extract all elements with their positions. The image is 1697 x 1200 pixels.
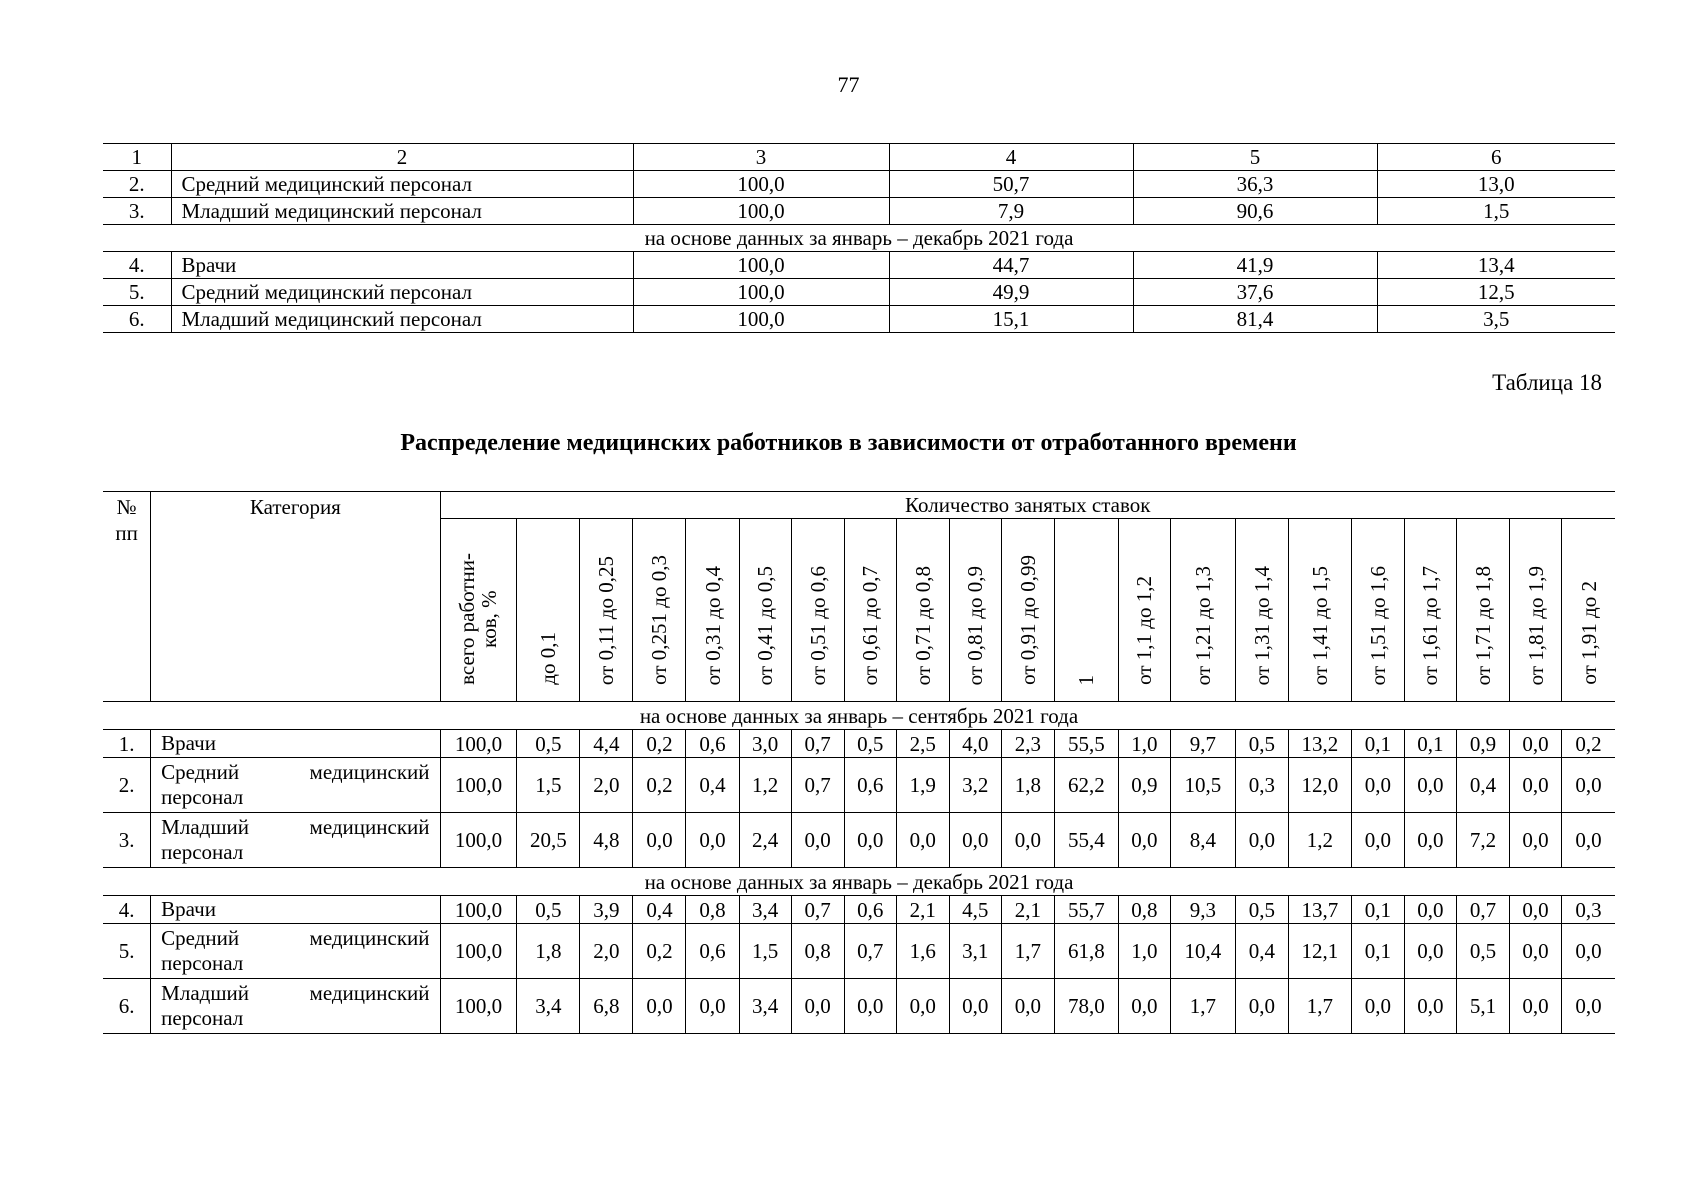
value-cell: 36,3 [1133,171,1377,198]
subheader-cell [1118,519,1170,702]
subheader-label: 1 [1074,674,1099,685]
value-cell: 100,0 [633,171,889,198]
category-cell: Младший медицинский персонал [171,198,633,225]
page-number: 77 [837,72,860,97]
value-cell: 3,1 [949,924,1001,979]
column-number-cell: 5 [1133,144,1377,171]
subheader-cell [1288,519,1351,702]
subheader-label: от 1,61 до 1,7 [1418,565,1443,685]
value-cell: 1,8 [517,924,580,979]
value-cell: 37,6 [1133,279,1377,306]
value-cell: 50,7 [889,171,1133,198]
subheader-cell [844,519,896,702]
section-title: на основе данных за январь – декабрь 2021 года [103,868,1615,896]
distribution-table [103,491,1615,1034]
value-cell: 0,0 [1351,979,1404,1034]
category-cell: Младший медицинский персонал [151,979,440,1034]
value-cell: 100,0 [440,758,517,813]
table-row [103,924,1615,979]
value-cell: 12,0 [1288,758,1351,813]
value-cell: 0,0 [1404,924,1456,979]
value-cell: 0,4 [633,896,686,924]
value-cell: 0,0 [1235,979,1288,1034]
value-cell: 20,5 [517,813,580,868]
value-cell: 55,7 [1054,896,1118,924]
value-cell: 0,6 [844,758,896,813]
value-cell: 10,5 [1170,758,1235,813]
value-cell: 1,5 [517,758,580,813]
value-cell: 3,5 [1377,306,1615,333]
value-cell: 90,6 [1133,198,1377,225]
value-cell: 2,1 [896,896,949,924]
value-cell: 0,0 [1562,924,1615,979]
value-cell: 61,8 [1054,924,1118,979]
value-cell: 0,1 [1351,896,1404,924]
row-number-cell: 2. [103,171,171,198]
column-number-cell: 4 [889,144,1133,171]
value-cell: 0,0 [1118,813,1170,868]
value-cell: 100,0 [440,896,517,924]
section-title: на основе данных за январь – декабрь 2021 года [103,225,1615,252]
row-number-cell: 1. [103,730,151,758]
value-cell: 0,6 [686,924,739,979]
row-number-cell: 3. [103,198,171,225]
subheader-cell [791,519,844,702]
value-cell: 1,7 [1001,924,1054,979]
value-cell: 0,0 [1404,979,1456,1034]
table-row [103,171,1615,198]
value-cell: 41,9 [1133,252,1377,279]
subheader-cell [739,519,791,702]
continuation-table [103,143,1615,333]
table-row [103,198,1615,225]
table-label: Таблица 18 [1492,370,1602,395]
subheader-cell [1235,519,1288,702]
value-cell: 1,7 [1170,979,1235,1034]
value-cell: 0,5 [517,730,580,758]
value-cell: 0,0 [1404,813,1456,868]
subheader-label: от 0,71 до 0,8 [910,565,935,685]
value-cell: 2,0 [580,924,633,979]
value-cell: 100,0 [633,252,889,279]
value-cell: 0,9 [1456,730,1509,758]
subheader-label: от 0,51 до 0,6 [805,565,830,685]
value-cell: 2,0 [580,758,633,813]
value-cell: 8,4 [1170,813,1235,868]
subheader-cell [633,519,686,702]
column-header-number: № пп [103,492,151,702]
value-cell: 0,0 [1351,813,1404,868]
subheader-label: всего работни- ков, % [455,553,502,685]
value-cell: 55,5 [1054,730,1118,758]
value-cell: 0,0 [844,979,896,1034]
value-cell: 0,0 [1510,813,1562,868]
subheader-label: от 1,51 до 1,6 [1365,565,1390,685]
category-cell: Младший медицинский персонал [171,306,633,333]
value-cell: 12,5 [1377,279,1615,306]
value-cell: 49,9 [889,279,1133,306]
value-cell: 1,2 [739,758,791,813]
value-cell: 3,9 [580,896,633,924]
value-cell: 100,0 [440,813,517,868]
subheader-label: от 0,61 до 0,7 [858,565,883,685]
value-cell: 3,4 [517,979,580,1034]
subheader-label: от 0,251 до 0,3 [647,555,672,685]
table-title: Распределение медицинских работников в зависимости от отработанного времени [400,430,1297,456]
value-cell: 0,5 [1235,730,1288,758]
value-cell: 9,3 [1170,896,1235,924]
value-cell: 100,0 [440,979,517,1034]
value-cell: 1,5 [1377,198,1615,225]
value-cell: 2,5 [896,730,949,758]
value-cell: 1,5 [739,924,791,979]
subheader-label: от 1,21 до 1,3 [1190,565,1215,685]
value-cell: 0,0 [1001,813,1054,868]
column-number-cell: 2 [171,144,633,171]
value-cell: 100,0 [440,730,517,758]
value-cell: 0,2 [1562,730,1615,758]
value-cell: 13,2 [1288,730,1351,758]
value-cell: 1,7 [1288,979,1351,1034]
category-cell: Средний медицинский персонал [151,758,440,813]
value-cell: 0,0 [1404,896,1456,924]
value-cell: 0,0 [1235,813,1288,868]
value-cell: 13,0 [1377,171,1615,198]
table-row [103,758,1615,813]
value-cell: 62,2 [1054,758,1118,813]
row-number-cell: 6. [103,306,171,333]
value-cell: 15,1 [889,306,1133,333]
group-header: Количество занятых ставок [440,492,1615,519]
column-number-cell: 3 [633,144,889,171]
table-row [103,813,1615,868]
value-cell: 0,0 [1404,758,1456,813]
row-number-cell: 3. [103,813,151,868]
row-number-cell: 6. [103,979,151,1034]
table-row [103,306,1615,333]
subheader-label: от 0,41 до 0,5 [753,565,778,685]
value-cell: 5,1 [1456,979,1509,1034]
value-cell: 1,0 [1118,924,1170,979]
value-cell: 81,4 [1133,306,1377,333]
value-cell: 0,7 [1456,896,1509,924]
value-cell: 0,0 [1118,979,1170,1034]
row-number-cell: 4. [103,252,171,279]
value-cell: 0,1 [1404,730,1456,758]
section-row [103,225,1615,252]
value-cell: 0,5 [844,730,896,758]
value-cell: 0,0 [896,813,949,868]
subheader-cell [949,519,1001,702]
subheader-cell [1001,519,1054,702]
subheader-label: от 0,11 до 0,25 [594,555,619,685]
value-cell: 7,2 [1456,813,1509,868]
subheader-label: от 0,81 до 0,9 [963,565,988,685]
table-row [103,730,1615,758]
value-cell: 0,3 [1562,896,1615,924]
category-cell: Врачи [151,896,440,924]
section-row [103,868,1615,896]
row-number-cell: 4. [103,896,151,924]
subheader-label: от 1,1 до 1,2 [1132,576,1157,685]
value-cell: 0,5 [517,896,580,924]
value-cell: 0,0 [791,813,844,868]
value-cell: 0,2 [633,730,686,758]
value-cell: 0,3 [1235,758,1288,813]
section-row [103,702,1615,730]
category-cell: Младший медицинский персонал [151,813,440,868]
value-cell: 1,9 [896,758,949,813]
value-cell: 0,0 [896,979,949,1034]
value-cell: 0,0 [1562,979,1615,1034]
value-cell: 0,9 [1118,758,1170,813]
value-cell: 0,0 [1510,896,1562,924]
table-row [103,979,1615,1034]
value-cell: 0,5 [1456,924,1509,979]
value-cell: 0,6 [844,896,896,924]
value-cell: 12,1 [1288,924,1351,979]
value-cell: 0,8 [686,896,739,924]
row-number-cell: 5. [103,279,171,306]
value-cell: 0,7 [844,924,896,979]
subheader-label: до 0,1 [536,632,561,685]
table-row [103,252,1615,279]
subheader-label: от 1,31 до 1,4 [1249,565,1274,685]
subheader-cell [686,519,739,702]
subheader-cell [1404,519,1456,702]
row-number-cell: 5. [103,924,151,979]
subheader-cell [580,519,633,702]
value-cell: 0,2 [633,758,686,813]
value-cell: 0,0 [949,813,1001,868]
subheader-label: от 0,91 до 0,99 [1015,555,1040,685]
value-cell: 2,4 [739,813,791,868]
value-cell: 0,4 [686,758,739,813]
value-cell: 0,8 [1118,896,1170,924]
value-cell: 0,4 [1235,924,1288,979]
subheader-cell [1456,519,1509,702]
subheader-label: от 1,41 до 1,5 [1307,565,1332,685]
value-cell: 0,0 [1510,758,1562,813]
value-cell: 1,2 [1288,813,1351,868]
value-cell: 9,7 [1170,730,1235,758]
value-cell: 0,6 [686,730,739,758]
subheader-label: от 1,81 до 1,9 [1523,565,1548,685]
column-number-cell: 6 [1377,144,1615,171]
value-cell: 13,4 [1377,252,1615,279]
value-cell: 3,0 [739,730,791,758]
value-cell: 1,0 [1118,730,1170,758]
subheader-cell [1510,519,1562,702]
value-cell: 100,0 [440,924,517,979]
value-cell: 0,0 [633,813,686,868]
value-cell: 0,0 [686,979,739,1034]
value-cell: 0,4 [1456,758,1509,813]
category-cell: Средний медицинский персонал [151,924,440,979]
value-cell: 7,9 [889,198,1133,225]
subheader-cell [1054,519,1118,702]
subheader-cell [1351,519,1404,702]
value-cell: 0,0 [1562,813,1615,868]
category-cell: Врачи [171,252,633,279]
value-cell: 0,7 [791,758,844,813]
value-cell: 4,4 [580,730,633,758]
value-cell: 1,8 [1001,758,1054,813]
value-cell: 0,7 [791,896,844,924]
value-cell: 0,7 [791,730,844,758]
table-row [103,279,1615,306]
value-cell: 0,8 [791,924,844,979]
subheader-label: от 1,71 до 1,8 [1470,565,1495,685]
value-cell: 4,8 [580,813,633,868]
value-cell: 3,4 [739,979,791,1034]
value-cell: 0,0 [1510,924,1562,979]
table-row [103,896,1615,924]
value-cell: 78,0 [1054,979,1118,1034]
row-number-cell: 2. [103,758,151,813]
subheader-cell [1170,519,1235,702]
value-cell: 2,1 [1001,896,1054,924]
value-cell: 2,3 [1001,730,1054,758]
value-cell: 3,2 [949,758,1001,813]
value-cell: 100,0 [633,198,889,225]
value-cell: 0,0 [949,979,1001,1034]
category-cell: Врачи [151,730,440,758]
value-cell: 0,0 [1562,758,1615,813]
value-cell: 0,5 [1235,896,1288,924]
subheader-cell [440,519,517,702]
value-cell: 0,0 [1510,730,1562,758]
header-row [103,492,1615,519]
column-header-category: Категория [151,492,440,702]
value-cell: 13,7 [1288,896,1351,924]
subheader-cell [896,519,949,702]
subheader-cell [517,519,580,702]
value-cell: 4,0 [949,730,1001,758]
subheader-label: от 1,91 до 2 [1576,581,1601,685]
category-cell: Средний медицинский персонал [171,279,633,306]
value-cell: 0,0 [686,813,739,868]
value-cell: 44,7 [889,252,1133,279]
category-cell: Средний медицинский персонал [171,171,633,198]
value-cell: 1,6 [896,924,949,979]
subheader-cell [1562,519,1615,702]
value-cell: 0,0 [844,813,896,868]
value-cell: 100,0 [633,279,889,306]
value-cell: 0,0 [1351,758,1404,813]
column-number-cell: 1 [103,144,171,171]
value-cell: 0,0 [791,979,844,1034]
section-title: на основе данных за январь – сентябрь 2021 года [103,702,1615,730]
subheader-label: от 0,31 до 0,4 [700,565,725,685]
value-cell: 0,1 [1351,924,1404,979]
value-cell: 0,2 [633,924,686,979]
value-cell: 10,4 [1170,924,1235,979]
value-cell: 0,0 [1510,979,1562,1034]
value-cell: 6,8 [580,979,633,1034]
value-cell: 3,4 [739,896,791,924]
value-cell: 4,5 [949,896,1001,924]
value-cell: 0,0 [1001,979,1054,1034]
value-cell: 0,1 [1351,730,1404,758]
value-cell: 100,0 [633,306,889,333]
value-cell: 0,0 [633,979,686,1034]
header-row [103,144,1615,171]
value-cell: 55,4 [1054,813,1118,868]
